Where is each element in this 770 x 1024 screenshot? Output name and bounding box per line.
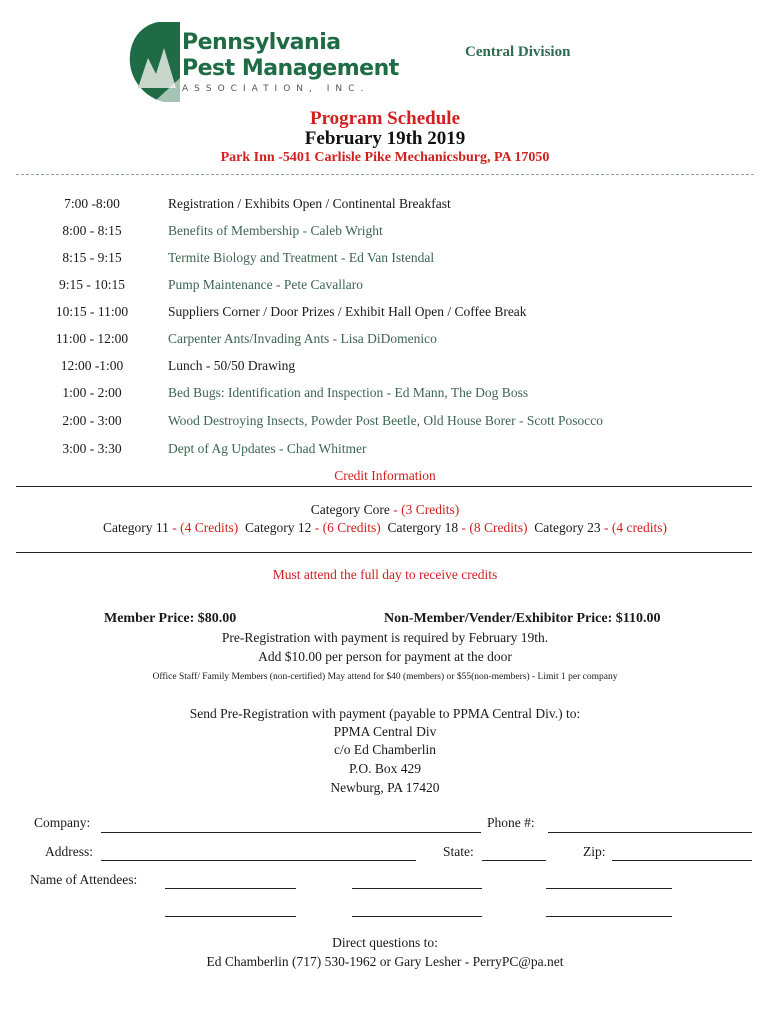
- schedule-desc: Carpenter Ants/Invading Ants - Lisa DiDomenico: [168, 331, 437, 346]
- phone-field[interactable]: [548, 832, 752, 833]
- mailing-line4: Newburg, PA 17420: [330, 780, 440, 795]
- schedule-row: [0, 358, 770, 378]
- mailing-line3: P.O. Box 429: [348, 761, 421, 776]
- credit-cat18-label: Catergory 18: [387, 520, 459, 535]
- credit-cat12-label: Category 12: [245, 520, 312, 535]
- credit-cat11-label: Category 11: [103, 520, 169, 535]
- attendee-field-3[interactable]: [546, 888, 672, 889]
- credit-core-value: - (3 Credits): [389, 502, 460, 517]
- credit-divider-bottom: [16, 552, 752, 553]
- logo-text-line3: ASSOCIATION, INC.: [182, 84, 370, 94]
- schedule-desc: Registration / Exhibits Open / Continental Breakfast: [168, 196, 451, 211]
- credit-cat23-value: - (4 credits): [600, 520, 667, 535]
- schedule-time: 8:15 - 9:15: [62, 250, 122, 265]
- program-date: February 19th 2019: [304, 128, 466, 149]
- dashed-divider: [16, 174, 754, 175]
- address-field[interactable]: [101, 860, 416, 861]
- schedule-row: [0, 223, 770, 243]
- attendee-field-2[interactable]: [352, 888, 482, 889]
- schedule-row: [0, 331, 770, 351]
- member-price: Member Price: $80.00: [104, 611, 237, 626]
- schedule-desc: Suppliers Corner / Door Prizes / Exhibit Hall Open / Coffee Break: [168, 304, 527, 319]
- schedule-time: 8:00 - 8:15: [62, 223, 122, 238]
- company-field[interactable]: [101, 832, 481, 833]
- credit-cat18-value: - (8 Credits): [458, 520, 528, 535]
- attendee-field-1[interactable]: [165, 888, 296, 889]
- logo-text-line2: Pest Management: [182, 56, 399, 81]
- mailing-line2: c/o Ed Chamberlin: [334, 742, 436, 757]
- program-venue: Park Inn -5401 Carlisle Pike Mechanicsburg, PA 17050: [220, 150, 550, 165]
- prereg-note: Pre-Registration with payment is required by February 19th.: [221, 630, 549, 645]
- state-field[interactable]: [482, 860, 546, 861]
- mailing-intro: Send Pre-Registration with payment (payable to PPMA Central Div.) to:: [189, 706, 581, 721]
- schedule-time: 7:00 -8:00: [64, 196, 120, 211]
- schedule-desc: Wood Destroying Insects, Powder Post Beetle, Old House Borer - Scott Posocco: [168, 413, 603, 428]
- schedule-time: 1:00 - 2:00: [62, 385, 122, 400]
- credit-cat23-label: Category 23: [534, 520, 601, 535]
- credit-categories-line: [0, 520, 770, 536]
- schedule-desc: Benefits of Membership - Caleb Wright: [168, 223, 383, 238]
- schedule-row: [0, 277, 770, 297]
- zip-label: Zip:: [583, 844, 606, 859]
- zip-field[interactable]: [612, 860, 752, 861]
- address-label: Address:: [45, 844, 93, 859]
- nonmember-price: Non-Member/Vender/Exhibitor Price: $110.00: [384, 611, 661, 626]
- credit-core-line: [0, 502, 770, 518]
- attendance-notice: Must attend the full day to receive credits: [272, 567, 498, 582]
- schedule-desc: Lunch - 50/50 Drawing: [168, 358, 296, 373]
- credit-divider-top: [16, 486, 752, 487]
- door-fee-note: Add $10.00 per person for payment at the door: [258, 649, 512, 664]
- attendee-field-4[interactable]: [165, 916, 296, 917]
- schedule-desc: Bed Bugs: Identification and Inspection - Ed Mann, The Dog Boss: [168, 385, 529, 400]
- logo-text-line1: Pennsylvania: [182, 30, 341, 55]
- state-label: State:: [443, 844, 474, 859]
- mailing-line1: PPMA Central Div: [333, 724, 437, 739]
- schedule-row: [0, 441, 770, 461]
- attendees-label: Name of Attendees:: [30, 872, 138, 887]
- credit-cat12-value: - (6 Credits): [311, 520, 381, 535]
- credit-heading: Credit Information: [334, 468, 436, 483]
- schedule-desc: Pump Maintenance - Pete Cavallaro: [168, 277, 363, 292]
- staff-note: Office Staff/ Family Members (non-certified) May attend for $40 (members) or $55(non-members) - Limit 1 per company: [152, 672, 618, 682]
- schedule-time: 3:00 - 3:30: [62, 441, 122, 456]
- contact-heading: Direct questions to:: [332, 935, 438, 950]
- credit-core-label: Category Core: [310, 502, 390, 517]
- credit-cat11-value: - (4 Credits): [168, 520, 239, 535]
- schedule-time: 10:15 - 11:00: [55, 304, 129, 319]
- contact-line: Ed Chamberlin (717) 530-1962 or Gary Lesher - PerryPC@pa.net: [206, 954, 564, 969]
- schedule-time: 9:15 - 10:15: [59, 277, 125, 292]
- schedule-row: [0, 304, 770, 324]
- schedule-row: [0, 413, 770, 433]
- schedule-desc: Dept of Ag Updates - Chad Whitmer: [168, 441, 367, 456]
- schedule-time: 12:00 -1:00: [60, 358, 124, 373]
- attendee-field-5[interactable]: [352, 916, 482, 917]
- attendee-field-6[interactable]: [546, 916, 672, 917]
- division-label: Central Division: [465, 44, 571, 60]
- phone-label: Phone #:: [487, 815, 535, 830]
- schedule-row: [0, 196, 770, 216]
- schedule-time: 11:00 - 12:00: [55, 331, 129, 346]
- program-title: Program Schedule: [309, 108, 461, 129]
- schedule-row: [0, 250, 770, 270]
- schedule-desc: Termite Biology and Treatment - Ed Van Istendal: [168, 250, 435, 265]
- schedule-time: 2:00 - 3:00: [62, 413, 122, 428]
- company-label: Company:: [34, 815, 91, 830]
- schedule-row: [0, 385, 770, 405]
